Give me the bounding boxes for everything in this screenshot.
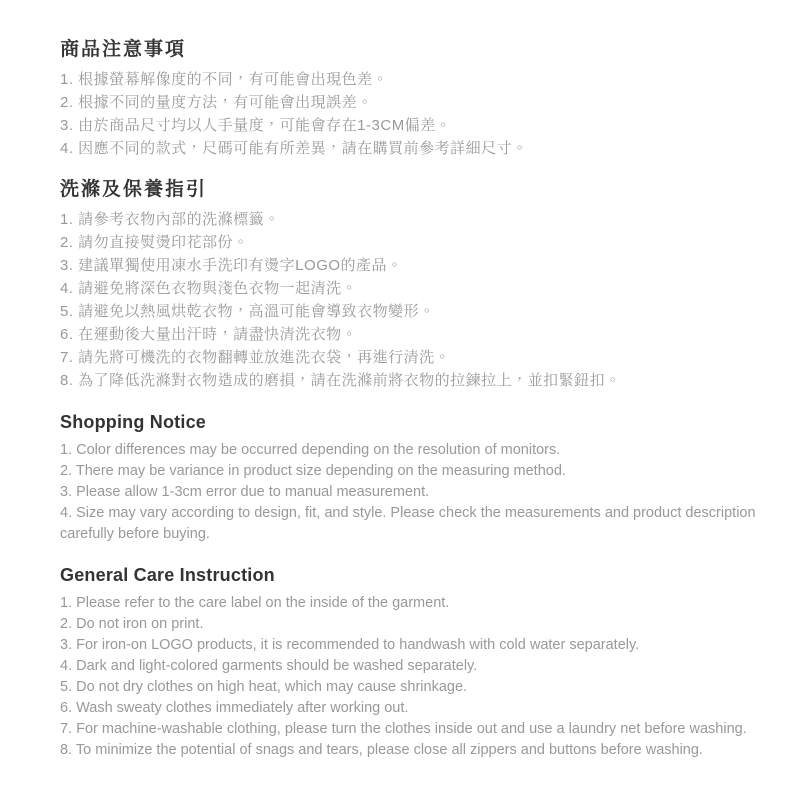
section-general-care — [60, 563, 770, 761]
list-item: 1. 請參考衣物內部的洗滌標籤。 — [60, 211, 280, 228]
list-item: 3. 由於商品尺寸均以人手量度，可能會存在1-3CM偏差。 — [60, 117, 452, 134]
section-product-notes — [60, 38, 770, 160]
list-item: 1. Color differences may be occurred depending on the resolution of monitors. — [60, 442, 561, 458]
list-item: 7. For machine-washable clothing, please turn the clothes inside out and use a laundry net before washing. — [60, 721, 747, 737]
section-washing-care — [60, 178, 770, 392]
section-title-washing-care: 洗滌及保養指引 — [60, 179, 208, 200]
general-care-list — [60, 593, 770, 761]
list-item: 3. For iron-on LOGO products, it is recommended to handwash with cold water separately. — [60, 637, 640, 653]
washing-care-list — [60, 208, 770, 392]
section-title-general-care: General Care Instruction — [60, 565, 275, 585]
list-item: 7. 請先將可機洗的衣物翻轉並放進洗衣袋，再進行清洗。 — [60, 349, 451, 366]
list-item: 8. 為了降低洗滌對衣物造成的磨損，請在洗滌前將衣物的拉鍊拉上，並扣緊鈕扣。 — [60, 372, 621, 389]
list-item: 4. 因應不同的款式，尺碼可能有所差異，請在購買前參考詳細尺寸。 — [60, 140, 528, 157]
list-item: 8. To minimize the potential of snags and tears, please close all zippers and buttons before washing. — [60, 742, 703, 758]
list-item: 2. Do not iron on print. — [60, 616, 204, 632]
product-notes-list — [60, 68, 770, 160]
list-item: 5. Do not dry clothes on high heat, which may cause shrinkage. — [60, 679, 468, 695]
list-item: 5. 請避免以熱風烘乾衣物，高溫可能會導致衣物變形。 — [60, 303, 435, 320]
section-shopping-notice — [60, 410, 770, 545]
section-title-product-notes: 商品注意事項 — [60, 39, 187, 60]
section-title-shopping-notice: Shopping Notice — [60, 412, 206, 432]
list-item: 4. Size may vary according to design, fit, and style. Please check the measurements and product description carefully before buying. — [60, 505, 756, 542]
list-item: 3. Please allow 1-3cm error due to manual measurement. — [60, 484, 430, 500]
list-item: 3. 建議單獨使用凍水手洗印有燙字LOGO的產品。 — [60, 257, 403, 274]
list-item: 6. Wash sweaty clothes immediately after working out. — [60, 700, 409, 716]
shopping-notice-list — [60, 440, 770, 545]
list-item: 1. Please refer to the care label on the inside of the garment. — [60, 595, 450, 611]
list-item: 1. 根據螢幕解像度的不同，有可能會出現色差。 — [60, 71, 389, 88]
list-item: 2. There may be variance in product size depending on the measuring method. — [60, 463, 566, 479]
list-item: 2. 請勿直接熨燙印花部份。 — [60, 234, 249, 251]
list-item: 4. 請避免將深色衣物與淺色衣物一起清洗。 — [60, 280, 358, 297]
list-item: 6. 在運動後大量出汗時，請盡快清洗衣物。 — [60, 326, 358, 343]
list-item: 2. 根據不同的量度方法，有可能會出現誤差。 — [60, 94, 373, 111]
list-item: 4. Dark and light-colored garments should be washed separately. — [60, 658, 478, 674]
